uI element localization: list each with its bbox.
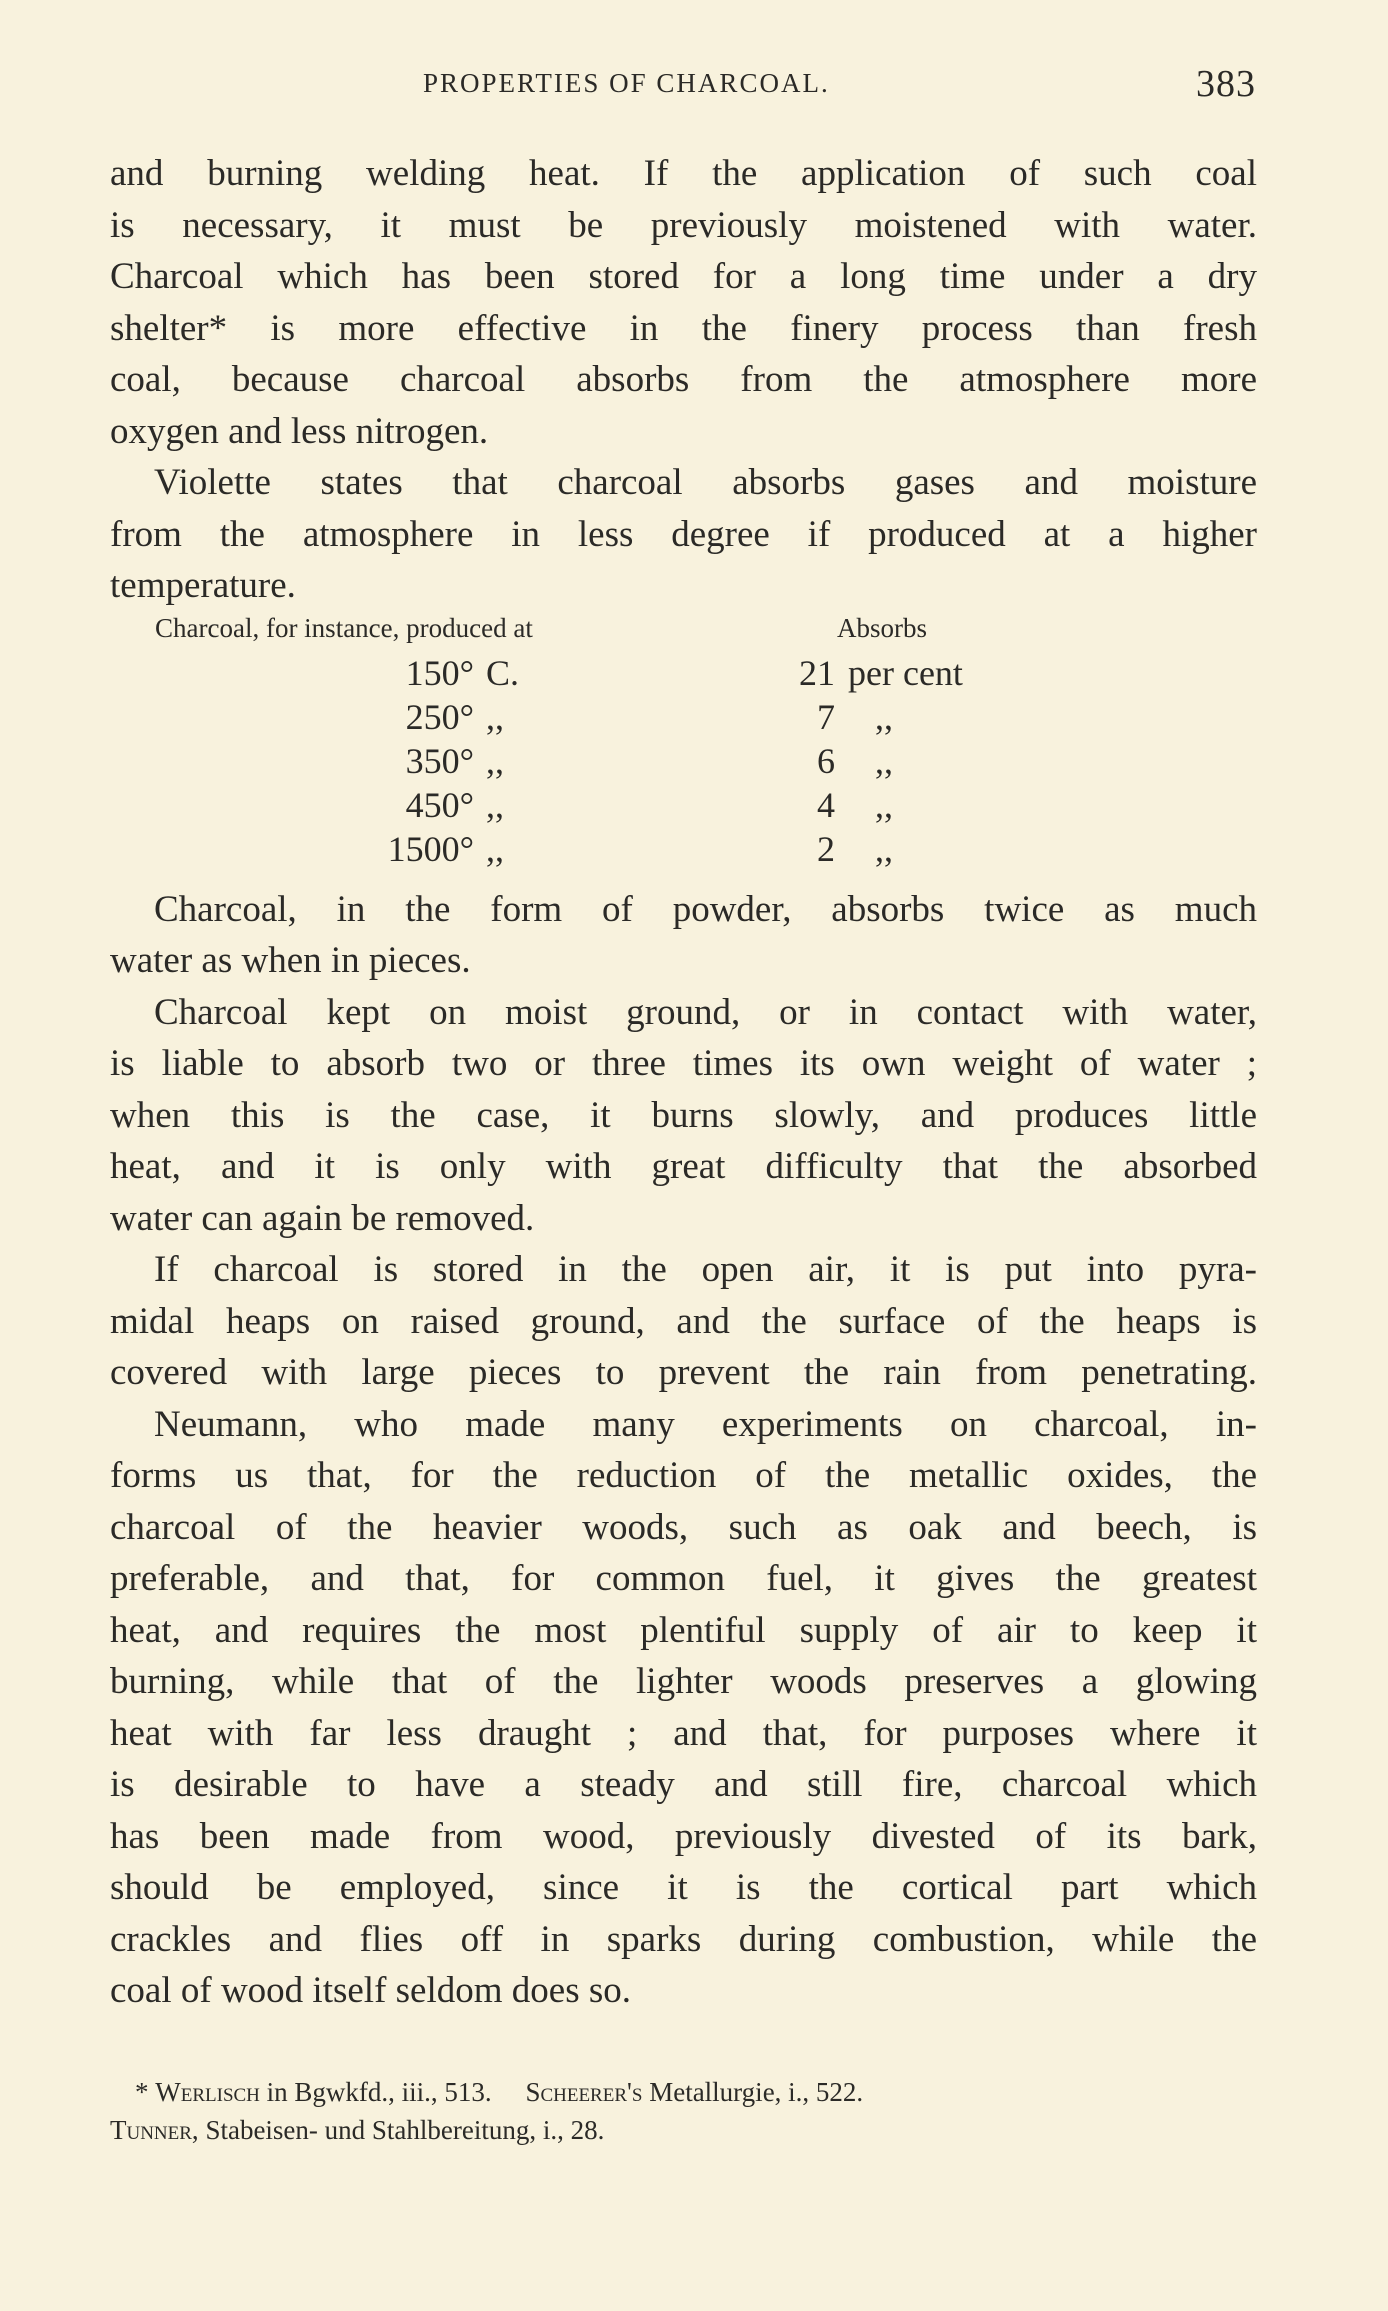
text-line: midal heaps on raised ground, and the surface of the heaps is [110,1300,1257,1342]
absorption-value: 7 [817,696,835,737]
text-line: forms us that, for the reduction of the metallic oxides, the [110,1455,1257,1496]
footnote-marker: * [135,2077,149,2107]
text-line: is desirable to have a steady and still fire, charcoal which [110,1764,1257,1805]
text-line: heat, and requires the most plentiful supply of air to keep it [110,1609,1257,1651]
text-line: temperature. [110,565,296,606]
absorption-table [110,612,1257,884]
text-line: and burning welding heat. If the application of such coal [110,153,1257,194]
temperature-cell: 450° [405,784,474,825]
text-line: charcoal of the heavier woods, such as oak and beech, is [110,1506,1257,1548]
footnote-ref: Metallurgie, i., 522. [649,2077,864,2107]
footnote-line-1 [110,2076,1282,2108]
text-line: shelter* is more effective in the finery process than fresh [110,307,1257,349]
text-line: preferable, and that, for common fuel, it gives the greatest [110,1558,1257,1599]
text-line: coal, because charcoal absorbs from the atmosphere more [110,359,1257,400]
text-line: from the atmosphere in less degree if produced at a higher [110,513,1257,555]
text-line: Neumann, who made many experiments on charcoal, in- [154,1403,1257,1445]
text-line: Violette states that charcoal absorbs gases and moisture [154,462,1257,503]
text-line: coal of wood itself seldom does so. [110,1970,631,2011]
absorption-unit: ,, [875,740,893,781]
footnote-author: Scheerer's [525,2077,643,2107]
absorption-unit: ,, [875,696,893,737]
footnote-line-2 [110,2114,1257,2146]
text-line: water can again be removed. [110,1197,535,1239]
text-line: heat with far less draught ; and that, for purposes where it [110,1712,1257,1754]
absorption-unit: per cent [848,652,963,693]
text-line: oxygen and less nitrogen. [110,410,489,452]
text-line: Charcoal which has been stored for a long time under a dry [110,256,1257,297]
table-header-right: Absorbs [837,612,928,643]
footnote-author: Tunner, [110,2115,199,2145]
temperature-cell: 250° [405,696,474,737]
text-line: has been made from wood, previously divested of its bark, [110,1815,1257,1857]
running-head: PROPERTIES OF CHARCOAL. [423,68,830,98]
text-line: when this is the case, it burns slowly, and produces little [110,1094,1257,1136]
temperature-cell: 1500° [387,828,474,869]
text-line: crackles and flies off in sparks during combustion, while the [110,1918,1257,1960]
temperature-cell: 150° [405,652,474,693]
text-line: Charcoal, in the form of powder, absorbs twice as much [154,888,1257,930]
temperature-unit: ,, [486,696,504,737]
temperature-unit: ,, [486,740,504,781]
body-text [110,148,1257,2017]
absorption-unit: ,, [875,784,893,825]
page-number: 383 [1196,63,1256,105]
text-line: heat, and it is only with great difficulty that the absorbed [110,1146,1257,1187]
temperature-unit: ,, [486,828,504,869]
text-line: If charcoal is stored in the open air, it is put into pyra- [154,1249,1257,1290]
absorption-value: 2 [817,828,835,869]
absorption-unit: ,, [875,828,893,869]
text-line: is liable to absorb two or three times its own weight of water ; [110,1043,1257,1084]
absorption-value: 4 [817,784,835,825]
text-line: should be employed, since it is the cortical part which [110,1867,1257,1908]
absorption-value: 21 [799,652,835,693]
paragraphs-after-table [110,884,1257,2017]
footnote-author: Werlisch [155,2077,260,2107]
text-line: burning, while that of the lighter woods preserves a glowing [110,1661,1257,1702]
text-line: water as when in pieces. [110,940,471,981]
temperature-cell: 350° [405,740,474,781]
temperature-unit: C. [486,652,520,693]
absorption-value: 6 [817,740,835,781]
footnote-ref: Stabeisen- und Stahlbereitung, i., 28. [205,2115,605,2145]
paragraphs-before-table [110,148,1257,612]
table-header-left: Charcoal, for instance, produced at [155,612,533,643]
footnote-ref: in Bgwkfd., iii., 513. [266,2077,492,2107]
temperature-unit: ,, [486,784,504,825]
text-line: is necessary, it must be previously moistened with water. [110,204,1257,246]
text-line: Charcoal kept on moist ground, or in contact with water, [154,991,1257,1033]
text-line: covered with large pieces to prevent the rain from penetrating. [110,1352,1257,1393]
